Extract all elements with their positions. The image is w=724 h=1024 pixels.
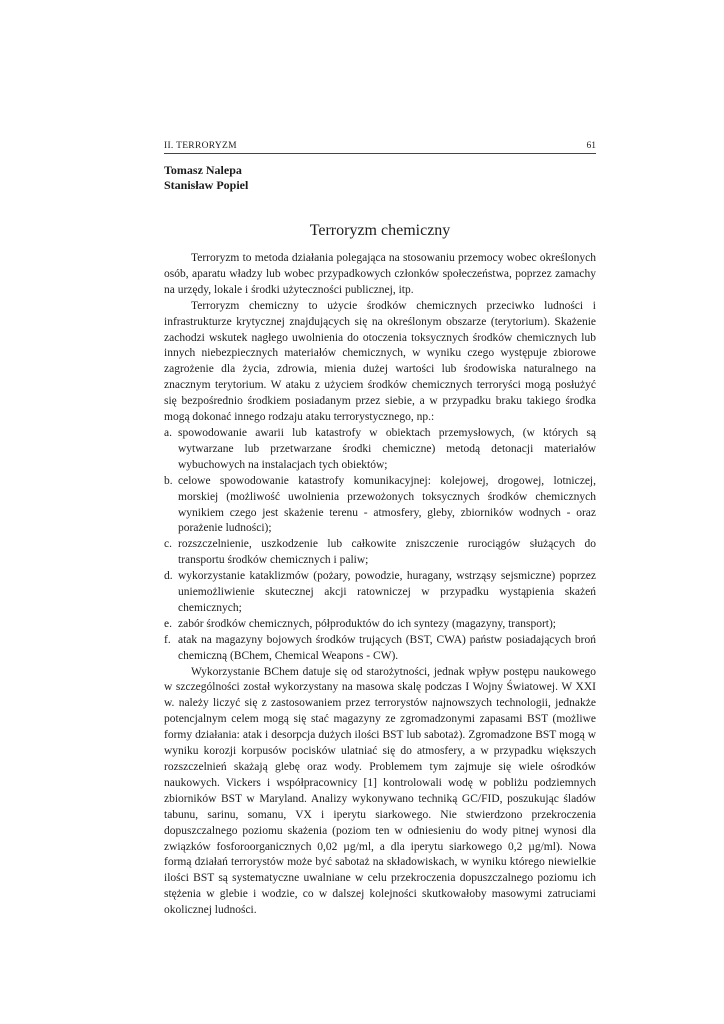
list-item-text: atak na magazyny bojowych środków trujących (BST, CWA) państw posiadających broń chemiczną (BChem, Chemical Weapons - CW). xyxy=(178,633,596,662)
list-marker: b. xyxy=(164,474,173,487)
list-item xyxy=(164,537,596,569)
author-name: Stanisław Popiel xyxy=(164,178,249,192)
list-marker: d. xyxy=(164,570,173,583)
section-label: II. TERRORYZM xyxy=(164,141,237,151)
paragraph-intro: Terroryzm to metoda działania polegająca na stosowaniu przemocy wobec określonych osób, aparatu władzy lub wobec przypadkowych członków społeczeństwa, poprzez zamachy na urzędy, lokale i środki użyteczności publicznej, itp. xyxy=(164,252,596,296)
list-item-text: wykorzystanie kataklizmów (pożary, powodzie, huragany, wstrząsy sejsmiczne) poprzez uniemożliwienie skutecznej akcji ratowniczej w przypadku wystąpienia skażeń chemicznych; xyxy=(178,570,596,614)
article-body xyxy=(164,251,596,919)
running-head xyxy=(164,139,596,154)
paragraph-history: Wykorzystanie BChem datuje się od starożytności, jednak wpływ postępu naukowego w szczególności został wykorzystany na masowa skalę podczas I Wojny Światowej. W XXI w. należy liczyć się z zastosowaniem przez terrorystów najnowszych technologii, jednakże potencjalnym celem mogą się stać magazyny ze zgromadzonymi zapasami BST (możliwe formy działania: atak i desorpcja dużych ilości BST lub sabotaż). Zgromadzone BST mogą w wyniku korozji korpusów pocisków ulatniać się do atmosfery, a w przypadku większych rozszczelnień skażają glebę oraz wody. Problemem tym zajmuje się wiele ośrodków naukowych. Vickers i współpracownicy [1] kontrolowali wodę w pobliżu podziemnych zbiorników BST w Maryland. Analizy wykonywano techniką GC/FID, poszukując śladów tabunu, sarinu, somanu, VX i iperytu siarkowego. Nie stwierdzono przekroczenia dopuszczalnego poziomu skażenia (poziom ten w odniesieniu do wody pitnej wynosi dla związków fosforoorganicznych 0,02 µg/ml, a dla iperytu siarkowego 0,2 µg/ml). Nowa formą działań terrorystów może być sabotaż na składowiskach, w wyniku którego niewielkie ilości BST są systematyczne uwalniane w celu przekroczenia dopuszczalnego poziomu ich stężenia w glebie i wodzie, co w dalszej kolejności skutkowałoby masowymi zatruciami okolicznej ludności. xyxy=(164,665,596,917)
list-item xyxy=(164,617,596,633)
list-item xyxy=(164,426,596,474)
list-marker: a. xyxy=(164,426,172,439)
list-item-text: zabór środków chemicznych, półproduktów do ich syntezy (magazyny, transport); xyxy=(178,617,557,630)
list-item xyxy=(164,633,596,665)
page-number: 61 xyxy=(586,141,596,151)
attack-type-list xyxy=(164,426,596,665)
list-item-text: spowodowanie awarii lub katastrofy w obiektach przemysłowych, (w których są wytwarzane lub przetwarzane środki chemiczne) metodą detonacji materiałów wybuchowych na instalacjach tych obiektów; xyxy=(178,426,596,471)
list-item xyxy=(164,569,596,617)
list-marker: f. xyxy=(164,633,171,646)
list-marker: e. xyxy=(164,617,172,630)
author-list xyxy=(164,163,248,193)
author-name: Tomasz Nalepa xyxy=(164,163,242,177)
list-item-text: rozszczelnienie, uszkodzenie lub całkowite zniszczenie rurociągów służących do transportu środków chemicznych i paliw; xyxy=(178,538,596,567)
article-title: Terroryzm chemiczny xyxy=(309,222,451,239)
paragraph-definition: Terroryzm chemiczny to użycie środków chemicznych przeciwko ludności i infrastrukturze krytycznej znajdujących się na określonym obszarze (terytorium). Skażenie zachodzi wskutek nagłego uwolnienia do otoczenia toksycznych środków chemicznych lub innych niebezpiecznych materiałów chemicznych, w wyniku czego występuje zbiorowe zagrożenie dla życia, zdrowia, mienia dużej wartości lub środowiska naturalnego na znacznym terytorium. W ataku z użyciem środków chemicznych terroryści mogą posłużyć się bezpośrednio środkiem posiadanym przez siebie, a w przypadku braku takiego środka mogą dokonać innego rodzaju ataku terrorystycznego, np.: xyxy=(164,299,596,424)
list-marker: c. xyxy=(164,538,172,551)
list-item xyxy=(164,474,596,538)
list-item-text: celowe spowodowanie katastrofy komunikacyjnej: kolejowej, drogowej, lotniczej, morskiej (możliwość uwolnienia przewożonych toksycznych środków chemicznych wynikiem czego jest skażenie terenu - atmosfery, gleby, zbiorników wodnych - oraz porażenie ludności); xyxy=(178,474,596,535)
